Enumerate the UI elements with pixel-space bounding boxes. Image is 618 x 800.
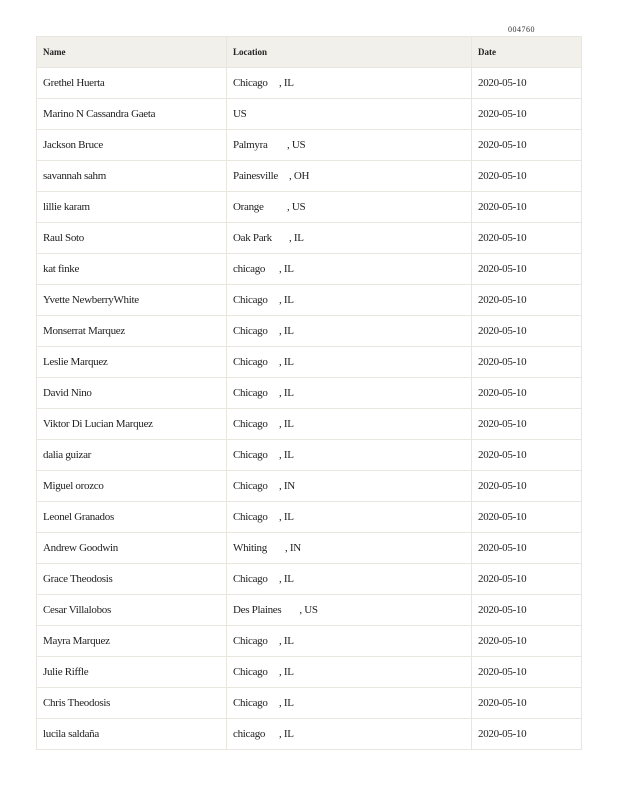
signer-location — [227, 285, 472, 316]
signer-name: Miguel orozco — [37, 471, 227, 502]
location-city: Whiting — [233, 542, 267, 554]
signed-date: 2020-05-10 — [472, 564, 582, 595]
location-city: Oak Park — [233, 232, 272, 244]
location-state: , US — [299, 604, 318, 616]
table-row — [37, 471, 582, 502]
location-city: Orange — [233, 201, 264, 213]
signed-date: 2020-05-10 — [472, 130, 582, 161]
location-city: US — [233, 108, 247, 120]
location-state: , IL — [279, 666, 294, 678]
location-state: , IL — [279, 263, 294, 275]
signer-location — [227, 533, 472, 564]
signed-date: 2020-05-10 — [472, 99, 582, 130]
signer-name: Monserrat Marquez — [37, 316, 227, 347]
location-state: , IL — [279, 356, 294, 368]
signer-name: Raul Soto — [37, 223, 227, 254]
location-state: , IL — [279, 728, 294, 740]
signatures-table — [36, 36, 582, 750]
signer-name: Yvette NewberryWhite — [37, 285, 227, 316]
column-header-location: Location — [227, 37, 472, 68]
table-row — [37, 626, 582, 657]
table-row — [37, 68, 582, 99]
signed-date: 2020-05-10 — [472, 409, 582, 440]
table-header-row — [37, 37, 582, 68]
location-city: Painesville — [233, 170, 278, 182]
location-city: Des Plaines — [233, 604, 282, 616]
signer-location — [227, 130, 472, 161]
table-row — [37, 99, 582, 130]
signer-location — [227, 719, 472, 750]
location-state: , IN — [279, 480, 295, 492]
location-state: , US — [287, 139, 306, 151]
table-row — [37, 409, 582, 440]
signed-date: 2020-05-10 — [472, 626, 582, 657]
signer-location — [227, 440, 472, 471]
signed-date: 2020-05-10 — [472, 688, 582, 719]
signer-name: Chris Theodosis — [37, 688, 227, 719]
signer-location — [227, 192, 472, 223]
signer-name: lillie karam — [37, 192, 227, 223]
table-row — [37, 564, 582, 595]
page-number: 004760 — [508, 25, 535, 34]
signer-location — [227, 688, 472, 719]
signer-name: Leonel Granados — [37, 502, 227, 533]
table-row — [37, 440, 582, 471]
location-city: Palmyra — [233, 139, 268, 151]
table-row — [37, 130, 582, 161]
location-city: Chicago — [233, 480, 268, 492]
location-city: Chicago — [233, 697, 268, 709]
signed-date: 2020-05-10 — [472, 223, 582, 254]
table-row — [37, 502, 582, 533]
signed-date: 2020-05-10 — [472, 347, 582, 378]
signer-name: Jackson Bruce — [37, 130, 227, 161]
location-city: chicago — [233, 263, 266, 275]
table-row — [37, 378, 582, 409]
location-state: , IL — [279, 449, 294, 461]
table-row — [37, 688, 582, 719]
signer-name: Marino N Cassandra Gaeta — [37, 99, 227, 130]
signer-name: Andrew Goodwin — [37, 533, 227, 564]
signer-name: Grethel Huerta — [37, 68, 227, 99]
table-row — [37, 254, 582, 285]
table-body — [37, 68, 582, 750]
signer-name: Grace Theodosis — [37, 564, 227, 595]
signer-name: Viktor Di Lucian Marquez — [37, 409, 227, 440]
location-state: , US — [287, 201, 306, 213]
location-state: , IN — [285, 542, 301, 554]
location-city: Chicago — [233, 77, 268, 89]
location-city: Chicago — [233, 573, 268, 585]
location-state: , IL — [289, 232, 304, 244]
signed-date: 2020-05-10 — [472, 471, 582, 502]
signer-name: Cesar Villalobos — [37, 595, 227, 626]
table-row — [37, 657, 582, 688]
location-city: chicago — [233, 728, 266, 740]
signer-location — [227, 99, 472, 130]
signed-date: 2020-05-10 — [472, 378, 582, 409]
signer-location — [227, 316, 472, 347]
signer-location — [227, 378, 472, 409]
location-city: Chicago — [233, 666, 268, 678]
location-city: Chicago — [233, 418, 268, 430]
table-row — [37, 223, 582, 254]
location-state: , IL — [279, 325, 294, 337]
column-header-date: Date — [472, 37, 582, 68]
table-row — [37, 533, 582, 564]
signer-name: savannah sahm — [37, 161, 227, 192]
signer-location — [227, 68, 472, 99]
signed-date: 2020-05-10 — [472, 502, 582, 533]
location-state: , IL — [279, 387, 294, 399]
location-state: , IL — [279, 697, 294, 709]
location-state: , IL — [279, 635, 294, 647]
location-state: , IL — [279, 573, 294, 585]
signed-date: 2020-05-10 — [472, 161, 582, 192]
table-row — [37, 285, 582, 316]
signer-name: Julie Riffle — [37, 657, 227, 688]
signer-location — [227, 626, 472, 657]
signer-name: Leslie Marquez — [37, 347, 227, 378]
table-row — [37, 316, 582, 347]
signer-location — [227, 409, 472, 440]
signed-date: 2020-05-10 — [472, 254, 582, 285]
location-state: , IL — [279, 77, 294, 89]
signer-name: kat finke — [37, 254, 227, 285]
table-row — [37, 192, 582, 223]
location-state: , IL — [279, 418, 294, 430]
column-header-name: Name — [37, 37, 227, 68]
signed-date: 2020-05-10 — [472, 440, 582, 471]
location-state: , OH — [289, 170, 310, 182]
location-city: Chicago — [233, 387, 268, 399]
signed-date: 2020-05-10 — [472, 719, 582, 750]
table-row — [37, 347, 582, 378]
signed-date: 2020-05-10 — [472, 595, 582, 626]
location-city: Chicago — [233, 449, 268, 461]
location-city: Chicago — [233, 356, 268, 368]
signer-name: lucila saldaña — [37, 719, 227, 750]
table-row — [37, 161, 582, 192]
signer-location — [227, 595, 472, 626]
signed-date: 2020-05-10 — [472, 533, 582, 564]
signer-location — [227, 161, 472, 192]
signer-location — [227, 564, 472, 595]
signed-date: 2020-05-10 — [472, 657, 582, 688]
signer-location — [227, 347, 472, 378]
signer-name: David Nino — [37, 378, 227, 409]
location-city: Chicago — [233, 294, 268, 306]
location-city: Chicago — [233, 325, 268, 337]
table-row — [37, 595, 582, 626]
location-city: Chicago — [233, 635, 268, 647]
signer-location — [227, 254, 472, 285]
signer-location — [227, 471, 472, 502]
table-row — [37, 719, 582, 750]
signer-location — [227, 502, 472, 533]
signed-date: 2020-05-10 — [472, 68, 582, 99]
location-city: Chicago — [233, 511, 268, 523]
signed-date: 2020-05-10 — [472, 316, 582, 347]
location-state: , IL — [279, 511, 294, 523]
location-state: , IL — [279, 294, 294, 306]
signer-name: Mayra Marquez — [37, 626, 227, 657]
signer-name: dalia guizar — [37, 440, 227, 471]
signed-date: 2020-05-10 — [472, 285, 582, 316]
signer-location — [227, 657, 472, 688]
signed-date: 2020-05-10 — [472, 192, 582, 223]
signer-location — [227, 223, 472, 254]
